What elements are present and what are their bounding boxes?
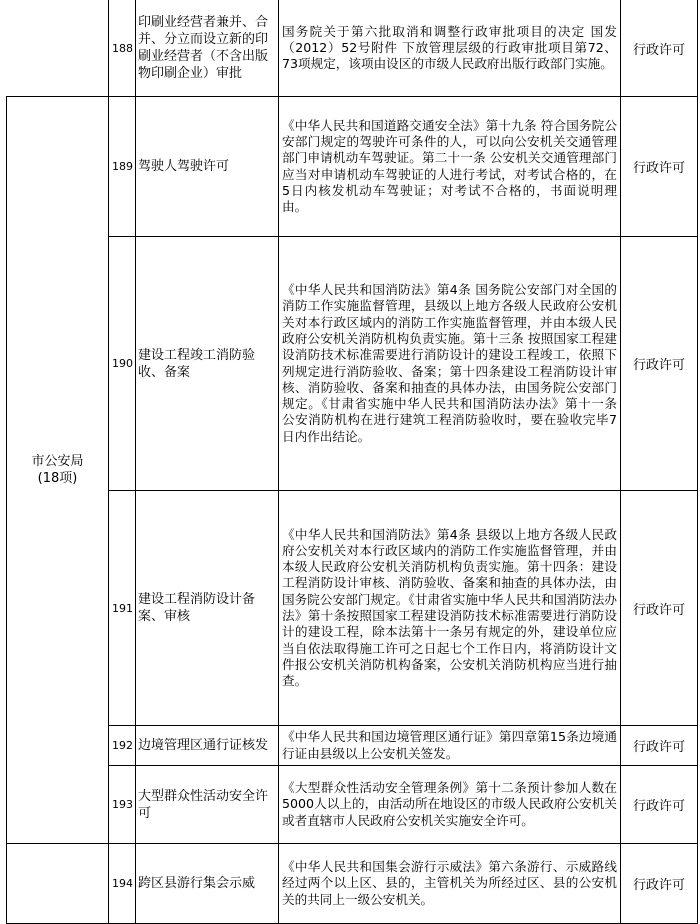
item-name: 印刷业经营者兼并、合并、分立而设立新的印刷业经营者（不含出版物印刷企业）审批 (138, 15, 269, 81)
item-name: 边境管理区通行证核发 (138, 738, 269, 753)
row-number: 193 (112, 798, 133, 811)
legal-basis-cell (279, 237, 620, 490)
permit-type: 行政许可 (632, 42, 685, 58)
item-name-cell (136, 97, 278, 236)
legal-basis: 《中华人民共和国道路交通安全法》第十九条 符合国务院公安部门规定的驾驶许可条件的人，可以向公安机关交通管理部门申请机动车驾驶证。第二十一条 公安机关交通管理部门应当对申请机动车驾驶证的人进行考试，对考试合格的，在5日内核发机动车驾驶证；对考试不合格的，书面说明理由。 (282, 117, 617, 215)
item-name-cell (136, 491, 278, 725)
department-count: (18项) (37, 471, 78, 486)
legal-basis-cell (279, 726, 620, 765)
permit-type: 行政许可 (632, 878, 685, 893)
permit-type: 行政许可 (632, 602, 685, 618)
permit-type: 行政许可 (632, 358, 685, 373)
legal-basis: 《中华人民共和国边境管理区通行证》第四章第15条边境通行证由县级以上公安机关签发。 (282, 729, 617, 761)
row-number: 189 (112, 160, 133, 173)
legal-basis: 《中华人民共和国集会游行示威法》第六条游行、示威路线经过两个以上区、县的，主管机关为所经过区、县的公安机关的共同上一级公安机关。 (282, 859, 617, 907)
item-name: 建设工程竣工消防验收、备案 (138, 347, 256, 380)
row-number: 192 (112, 739, 133, 752)
item-name-cell (136, 844, 278, 923)
permit-type: 行政许可 (632, 799, 685, 814)
legal-basis: 《中华人民共和国消防法》第4条 国务院公安部门对全国的消防工作实施监督管理，县级以上地方各级人民政府公安机关对本行政区域内的消防工作实施监督管理，并由本级人民政府公安机关消防机构负责实施。第十三条 按照国家工程建设消防技术标准需要进行消防设计的建设工程竣工，依照下列规定进行消防验收、备案；第十四条建设工程消防设计审核、消防验收、备案和抽查的具体办法，由国务院公安部门规定。《甘肃省实施中华人民共和国消防法办法》第十一条 公安消防机构在进行建筑工程消防验收时，要在验收完毕7日内作出结论。 (282, 282, 617, 444)
legal-basis: 《中华人民共和国消防法》第4条 县级以上地方各级人民政府公安机关对本行政区域内的消防工作实施监督管理，并由本级人民政府公安机关消防机构负责实施。第十四条：建设工程消防设计审核、消防验收、备案和抽查的具体办法，由国务院公安部门规定。《甘肃省实施中华人民共和国消防法办法》第十条按照国家工程建设消防技术标准需要进行消防设计的建设工程，除本法第十一条另有规定的外，建设单位应当自依法取得施工许可之日起七个工作日内，将消防设计文件报公安机关消防机构备案，公安机关消防机构应当进行抽查。 (282, 526, 617, 689)
department-cell (7, 97, 108, 843)
legal-basis-cell (279, 97, 620, 236)
legal-basis-cell (279, 491, 620, 725)
item-name-cell (136, 0, 278, 96)
row-number: 190 (112, 357, 133, 370)
legal-basis-cell (279, 844, 620, 923)
row-number: 194 (112, 877, 133, 890)
row-number: 191 (112, 601, 133, 615)
item-name-cell (136, 766, 278, 843)
department-name: 市公安局 (31, 454, 84, 469)
item-name: 跨区县游行集会示威 (138, 876, 256, 891)
legal-basis: 国务院关于第六批取消和调整行政审批项目的决定 国发（2012）52号附件 下放管理层级的行政审批项目第72、73项规定，该项由设区的市级人民政府出版行政部门实施。 (282, 23, 617, 72)
legal-basis: 《大型群众性活动安全管理条例》第十二条预计参加人数在5000人以上的，由活动所在地设区的市级人民政府公安机关或者直辖市人民政府公安机关实施安全许可。 (282, 780, 617, 828)
item-name: 大型群众性活动安全许可 (138, 788, 269, 821)
legal-basis-cell (279, 766, 620, 843)
permit-type: 行政许可 (632, 161, 685, 176)
legal-basis-cell (279, 0, 620, 96)
item-name: 驾驶人驾驶许可 (138, 159, 230, 174)
permit-type: 行政许可 (632, 740, 685, 755)
item-name-cell (136, 726, 278, 765)
row-number: 188 (112, 41, 133, 55)
item-name: 建设工程消防设计备案、审核 (138, 592, 256, 624)
item-name-cell (136, 237, 278, 490)
